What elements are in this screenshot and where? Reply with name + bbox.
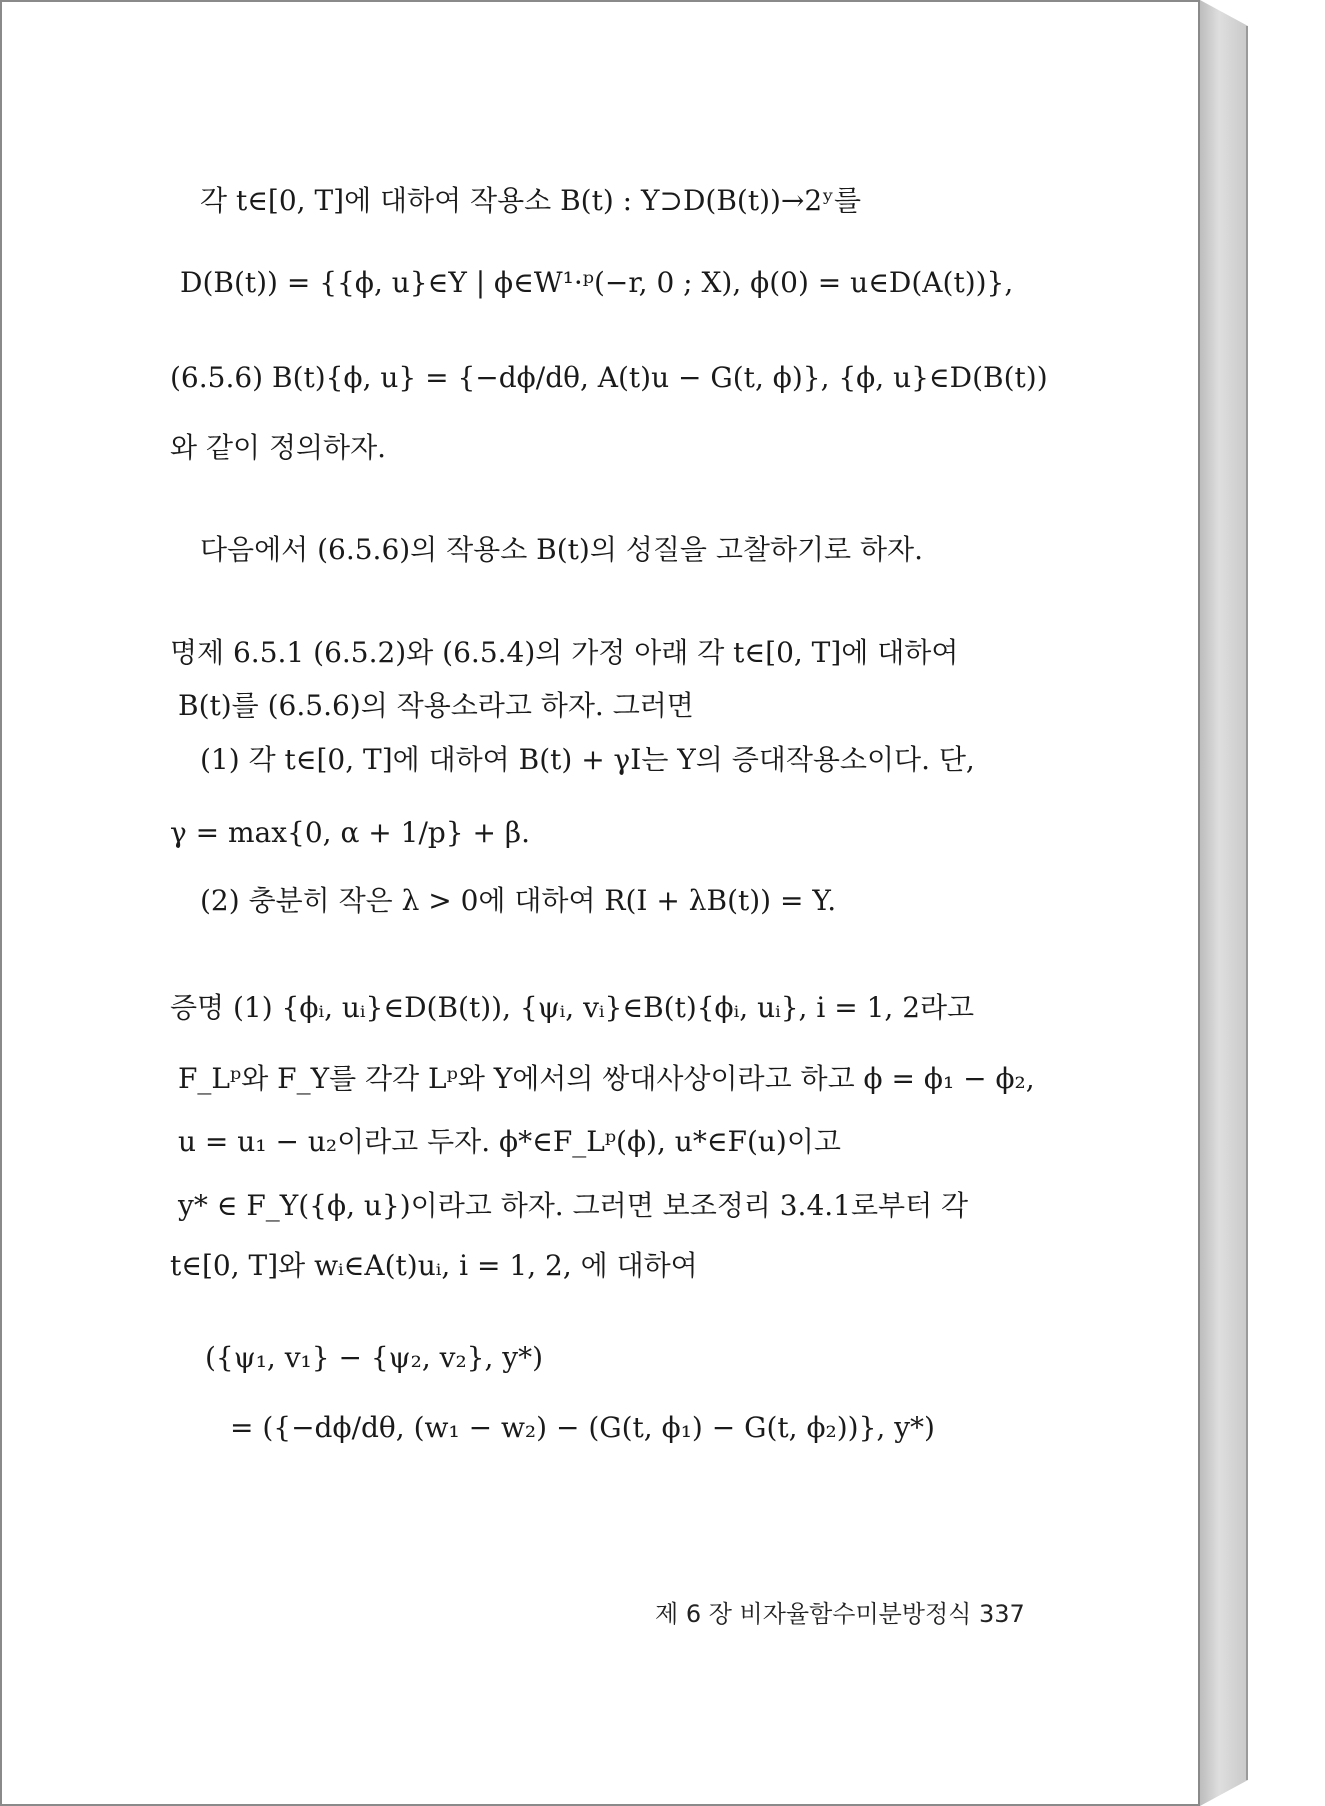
proof-heading: 증명 (1) {ϕᵢ, uᵢ}∈D(B(t)), {ψᵢ, vᵢ}∈B(t){ϕᵢ, uᵢ}, i = 1, 2라고 (170, 991, 975, 1024)
equation-6-5-6: (6.5.6) B(t){ϕ, u} = {−dϕ/dθ, A(t)u − G(t, ϕ)}, {ϕ, u}∈D(B(t)) (170, 361, 1048, 394)
text-line: D(B(t)) = {{ϕ, u}∈Y | ϕ∈W¹·ᵖ(−r, 0 ; X), ϕ(0) = u∈D(A(t))}, (180, 266, 1014, 299)
text-line: 각 t∈[0, T]에 대하여 작용소 B(t) : Y⊃D(B(t))→2ʸ를 (200, 184, 862, 217)
text-line: 와 같이 정의하자. (170, 431, 387, 464)
equation-line: ({ψ₁, v₁} − {ψ₂, v₂}, y*) (205, 1341, 544, 1374)
page-footer: 제 6 장 비자율함수미분방정식 337 (655, 1600, 1025, 1628)
equation-line: = ({−dϕ/dθ, (w₁ − w₂) − (G(t, ϕ₁) − G(t, ϕ₂))}, y*) (230, 1411, 935, 1444)
text-line: u = u₁ − u₂이라고 두자. ϕ*∈F_Lᵖ(ϕ), u*∈F(u)이고 (178, 1125, 841, 1158)
text-line: F_Lᵖ와 F_Y를 각각 Lᵖ와 Y에서의 쌍대사상이라고 하고 ϕ = ϕ₁ − ϕ₂, (178, 1062, 1035, 1095)
text-line: (2) 충분히 작은 λ > 0에 대하여 R(I + λB(t)) = Y. (200, 884, 837, 917)
book-spine (1200, 0, 1248, 1806)
spine-edge (1246, 26, 1248, 1780)
text-line: t∈[0, T]와 wᵢ∈A(t)uᵢ, i = 1, 2, 에 대하여 (170, 1249, 698, 1282)
text-line: 다음에서 (6.5.6)의 작용소 B(t)의 성질을 고찰하기로 하자. (200, 533, 923, 566)
text-line: (1) 각 t∈[0, T]에 대하여 B(t) + γI는 Y의 증대작용소이다. 단, (200, 743, 975, 776)
proposition-heading: 명제 6.5.1 (6.5.2)와 (6.5.4)의 가정 아래 각 t∈[0, T]에 대하여 (170, 636, 959, 669)
text-line: B(t)를 (6.5.6)의 작용소라고 하자. 그러면 (178, 689, 694, 722)
text-line: y* ∈ F_Y({ϕ, u})이라고 하자. 그러면 보조정리 3.4.1로부터 각 (178, 1189, 969, 1222)
text-line: γ = max{0, α + 1/p} + β. (170, 816, 530, 849)
